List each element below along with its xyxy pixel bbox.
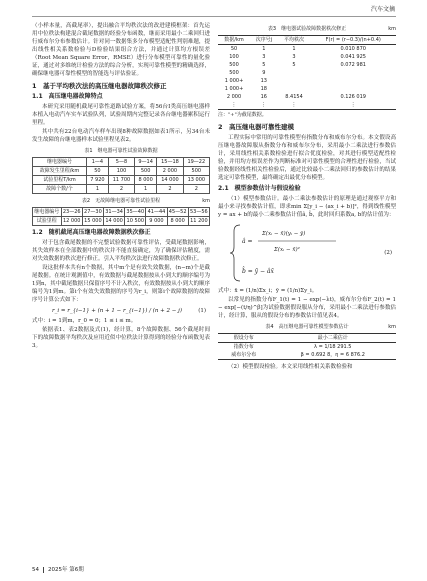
table-cell: 14 000 [157, 176, 183, 185]
table-cell: 15 000 [84, 218, 102, 224]
table-cell: 2 000 [226, 94, 242, 100]
table-header-cell: F(r) = (r−0.3)/(n+0.4) [310, 36, 396, 45]
table-row [33, 217, 210, 226]
svg-text:Σ(xᵢ − x̄)(yᵢ − ȳ): Σ(xᵢ − x̄)(yᵢ − ȳ) [262, 231, 306, 237]
table-cell: 500 [135, 167, 157, 176]
svg-text:â =: â = [242, 238, 253, 245]
table-2-caption [32, 197, 210, 205]
table-cell: 31—34 [105, 209, 123, 215]
page-footer [32, 566, 84, 574]
table-row [218, 93, 396, 101]
table-cell [278, 85, 311, 93]
table-cell: 故障个数/个 [33, 185, 87, 194]
table-cell [278, 69, 311, 77]
svg-text:Σ(xᵢ − x̄)²: Σ(xᵢ − x̄)² [274, 247, 300, 253]
table-cell: 1 [135, 185, 157, 194]
table-cell: 2 000 [157, 167, 183, 176]
equation-1 [32, 305, 210, 317]
table-header-cell: 数据/km [218, 36, 250, 45]
table-4-title: 表4 高压继电器可靠性模型参数估计 [265, 324, 349, 330]
table-cell: 500 [229, 62, 239, 68]
table-row [218, 351, 396, 360]
equation-2-graphic [218, 221, 396, 285]
table-3 [218, 35, 396, 110]
table-cell: 41—44 [147, 209, 166, 215]
table-cell: 0.072 981 [340, 62, 366, 68]
table-4-unit: km [388, 324, 396, 330]
table-cell: 15—18 [157, 158, 183, 167]
paragraph: 本研究采用随机截尾可靠性道路试验方案，将56台Ⅰ类高压继电器样本植入电动汽车实车试验队列，试验周期内完整记录各台继电器累积运行里程。 [32, 104, 210, 126]
table-2 [32, 207, 210, 226]
section-1-1-heading: 1.1 高压继电器故障特点 [32, 93, 103, 100]
intro-paragraph: （小样本量，高截尾率），提出融合平均秩次法的改进建模框架：首先运用中位秩法构建混合截尾数据的经验分布函数，继而采用最小二乘回归进行威布尔分布参数估计。针对同一数据集多分布模型适配性判别难题，提出线性相关系数检验与D检验结果组合方法，并通过计算均方根误差（Root Mean Square Error，RMSE）进行分布模型可靠性的量化验证，通过对多维统计检验方法的综合分析，实现可靠性模型的精确选择，确保继电器可靠性模型的智能选与评估验证。 [32, 23, 210, 77]
table-cell: 指数分布 [233, 344, 254, 350]
paragraph: 依据表1、表2数据及式(1)，经计算，8个故障数据、56个截尾时间下的故障数据平均秩次及应用近似中位秩法计算得到的经验分布函数见表3。 [32, 327, 210, 349]
table-cell: 9—14 [135, 158, 157, 167]
table-cell: 试验里程T/km [33, 176, 87, 185]
left-column [32, 22, 210, 351]
table-2-unit: km [202, 198, 210, 204]
table-row [218, 77, 396, 85]
table-row [218, 85, 396, 93]
table-cell: 500 [183, 167, 209, 176]
table-cell: ⋮ [291, 102, 297, 108]
table-cell: 1 000+ [224, 78, 244, 84]
table-cell: 19—22 [183, 158, 209, 167]
table-cell: 13 000 [183, 176, 209, 185]
table-row [33, 158, 210, 167]
equation-2-number: (2) [384, 250, 392, 256]
table-cell: 100 [108, 167, 134, 176]
page-number: 54 [32, 567, 44, 573]
paragraph: 其中共有22台电动汽车样车出现8种故障数据如表1所示，另34台未发生故障的台继电器样本试验里程见表2。 [32, 129, 210, 143]
table-cell [310, 77, 396, 85]
table-cell [278, 77, 311, 85]
table-cell: 3 [292, 54, 296, 60]
table-header-cell: 最小二乘估计 [270, 334, 396, 343]
table-1-caption: 表1 继电器可靠性试验故障数据 [84, 148, 158, 154]
table-cell: 试验里程 [33, 217, 62, 226]
table-3-unit: km [388, 26, 396, 32]
table-3-caption [218, 25, 396, 33]
table-4 [218, 333, 396, 360]
table-cell: 继电器编号 [33, 158, 87, 167]
table-1 [32, 157, 210, 194]
table-cell: 10 500 [126, 218, 145, 224]
table-cell: 16 [260, 94, 267, 100]
table-row [218, 45, 396, 54]
equation-1-number: (1) [198, 308, 206, 314]
svg-text:b̂ = ȳ − âx̄: b̂ = ȳ − âx̄ [242, 268, 274, 275]
table-row [218, 61, 396, 69]
table-cell: 3 [262, 54, 266, 60]
table-cell: 9 000 [146, 217, 167, 226]
table-header-cell: 次序号j [250, 36, 277, 45]
table-cell: 8.4154 [285, 94, 303, 100]
table-header-cell: 假设分布 [218, 334, 270, 343]
equation-1-body: r_i = r_{i−1} + (n + 1 − r_{i−1}) / (n + 2 − j) [52, 308, 182, 314]
header-rule [32, 16, 396, 17]
table-cell: 100 [229, 54, 239, 60]
table-cell: 12 000 [62, 218, 81, 224]
paragraph: 式中：x̄ = (1/n)Σx_i；ȳ = (1/n)Σy_i。 [218, 288, 318, 294]
table-cell: 0.126 019 [340, 94, 366, 100]
table-row [33, 176, 210, 185]
table-cell: β = 0.692 8，η = 6 876.2 [300, 352, 365, 358]
table-cell: 53—56 [190, 209, 208, 215]
table-cell: 威布尔分布 [231, 352, 257, 358]
table-row [218, 53, 396, 61]
paragraph: （2）模型假设检验。本文采用线性相关系数检验和 [228, 364, 353, 370]
table-cell: 45—52 [168, 209, 187, 215]
table-cell: 1 [262, 46, 266, 52]
table-cell: 2 [157, 185, 183, 194]
table-cell: 500 [229, 70, 239, 76]
table-cell: 1—4 [86, 158, 108, 167]
table-3-note: 注："+"为截尾数据。 [218, 112, 267, 118]
table-3-title: 表3 继电器试验故障数据秩次修正 [267, 26, 347, 32]
table-cell: 27—30 [84, 209, 102, 215]
table-header-row [218, 334, 396, 343]
table-cell: 2 [108, 185, 134, 194]
table-cell: 18 [260, 86, 267, 92]
table-cell: ⋮ [350, 102, 356, 108]
table-cell: 0.041 925 [340, 54, 366, 60]
table-cell: 13 [260, 78, 267, 84]
paragraph: 工程实际中常用的可靠性模型有指数分布和威布尔分布。本文假设高压继电器故障服从指数分布和威布尔分布，采用最小二乘法进行参数估计，采用线性相关系数检验进行拟合优度检验，对其进行模型适配性检验，并用均方根误差作为判断标准对可靠性模型的合理性进行检验，当试验数据经线性相关性检验后，通过比较最小二乘法回归的参数估计的结果选定可靠性模型，最终确定出最优分布模型。 [218, 135, 396, 181]
table-row [33, 208, 210, 217]
paragraph: 对于包含截尾数据的不完整试验数据可靠性评估，受截尾数据影响，其失效样本在全部数据中的秩次并不能直接确定，为了确保评估精度，需对失效数据的秩次进行修正。引入平均秩次法进行故障数据秩次修正。 [32, 240, 210, 262]
table-row [218, 343, 396, 352]
table-cell: 11 200 [190, 218, 208, 224]
table-cell: 7 920 [86, 176, 108, 185]
table-cell: ⋮ [261, 102, 267, 108]
table-cell: 1 [292, 46, 296, 52]
table-header-row [218, 36, 396, 45]
section-2-1-heading: 2.1 模型参数估计与假设检验 [218, 185, 301, 192]
right-column [218, 22, 396, 372]
running-header: 汽车文摘 [370, 6, 395, 13]
table-cell: 35—40 [126, 209, 145, 215]
table-cell: 故障发生里程/km [33, 167, 87, 176]
section-2-heading: 2 高压继电器可靠性建模 [218, 123, 295, 131]
table-cell: 8 000 [135, 176, 157, 185]
table-cell: 50 [230, 46, 238, 52]
table-cell: 5 [292, 62, 296, 68]
table-cell: 9 [262, 70, 266, 76]
table-cell: 1 000+ [224, 86, 244, 92]
issue-label: 2025年 第6期 [48, 567, 84, 573]
table-row [33, 167, 210, 176]
paragraph: 式中：i = 1到m，r_0 = 0；1 ≤ i ≤ m。 [32, 318, 137, 324]
table-2-title: 表2 无故障继电器可靠性试验里程 [81, 198, 161, 204]
paragraph: （1）模型参数估计。最小二乘法参数估计的原理是通过观察平方和最小来寻找参数估计值，即求min Σ[y_i − (ax_i + b)]²，得到线性模型y = ax + b的最小二乘参数估计值â, b̂，此时回归系数a, b的估计值为： [218, 196, 396, 218]
table-header-cell: 平均秩次 [278, 36, 311, 45]
table-cell [310, 85, 396, 93]
table-cell: 8 000 [167, 217, 188, 226]
table-cell: 11 700 [108, 176, 134, 185]
paragraph: 以常见的指数分布F_1(t) = 1 − exp(−λt)，威布尔分布F_2(t) = 1 − exp[−(t/η)^β]为试验数据假设服从分布，采用最小二乘法进行参数估计，经计算，服从的假设分布的参数估计值见表4。 [218, 297, 396, 319]
table-cell: 5 [262, 62, 266, 68]
table-cell: 23—26 [62, 209, 81, 215]
paragraph: 设这批样本共有n个数据，其中m个是有效失效数据，(n−m)个是截尾数据。在统计观测值中，有效数据与截尾数据按从小到大的顺序编号为1到n，其中截尾数据只保留序号不计入秩次，有效数据按从小到大的顺序编号为1到m。第i个有效失效数据的序号为r_i，则第i个故障数据的故障序号计算公式如下： [32, 265, 210, 303]
table-cell: 5—8 [108, 158, 134, 167]
table-cell: λ = 1/18 291.5 [314, 344, 352, 350]
table-cell: 1 [86, 185, 108, 194]
section-1-heading: 1 基于平均秩次法的高压继电器故障秩次修正 [32, 82, 167, 90]
table-cell: 0.010 870 [340, 46, 366, 52]
table-cell: 继电器编号 [34, 209, 60, 215]
table-cell: ⋮ [231, 102, 237, 108]
table-row [218, 101, 396, 110]
section-1-2-heading: 1.2 随机截尾高压继电器故障数据秩次修正 [32, 229, 151, 236]
table-cell: 50 [86, 167, 108, 176]
table-row [33, 185, 210, 194]
table-cell: 14 000 [105, 218, 123, 224]
table-cell: 2 [183, 185, 209, 194]
table-cell [310, 69, 396, 77]
table-4-caption [218, 323, 396, 331]
equation-2 [218, 221, 396, 285]
table-row [218, 69, 396, 77]
